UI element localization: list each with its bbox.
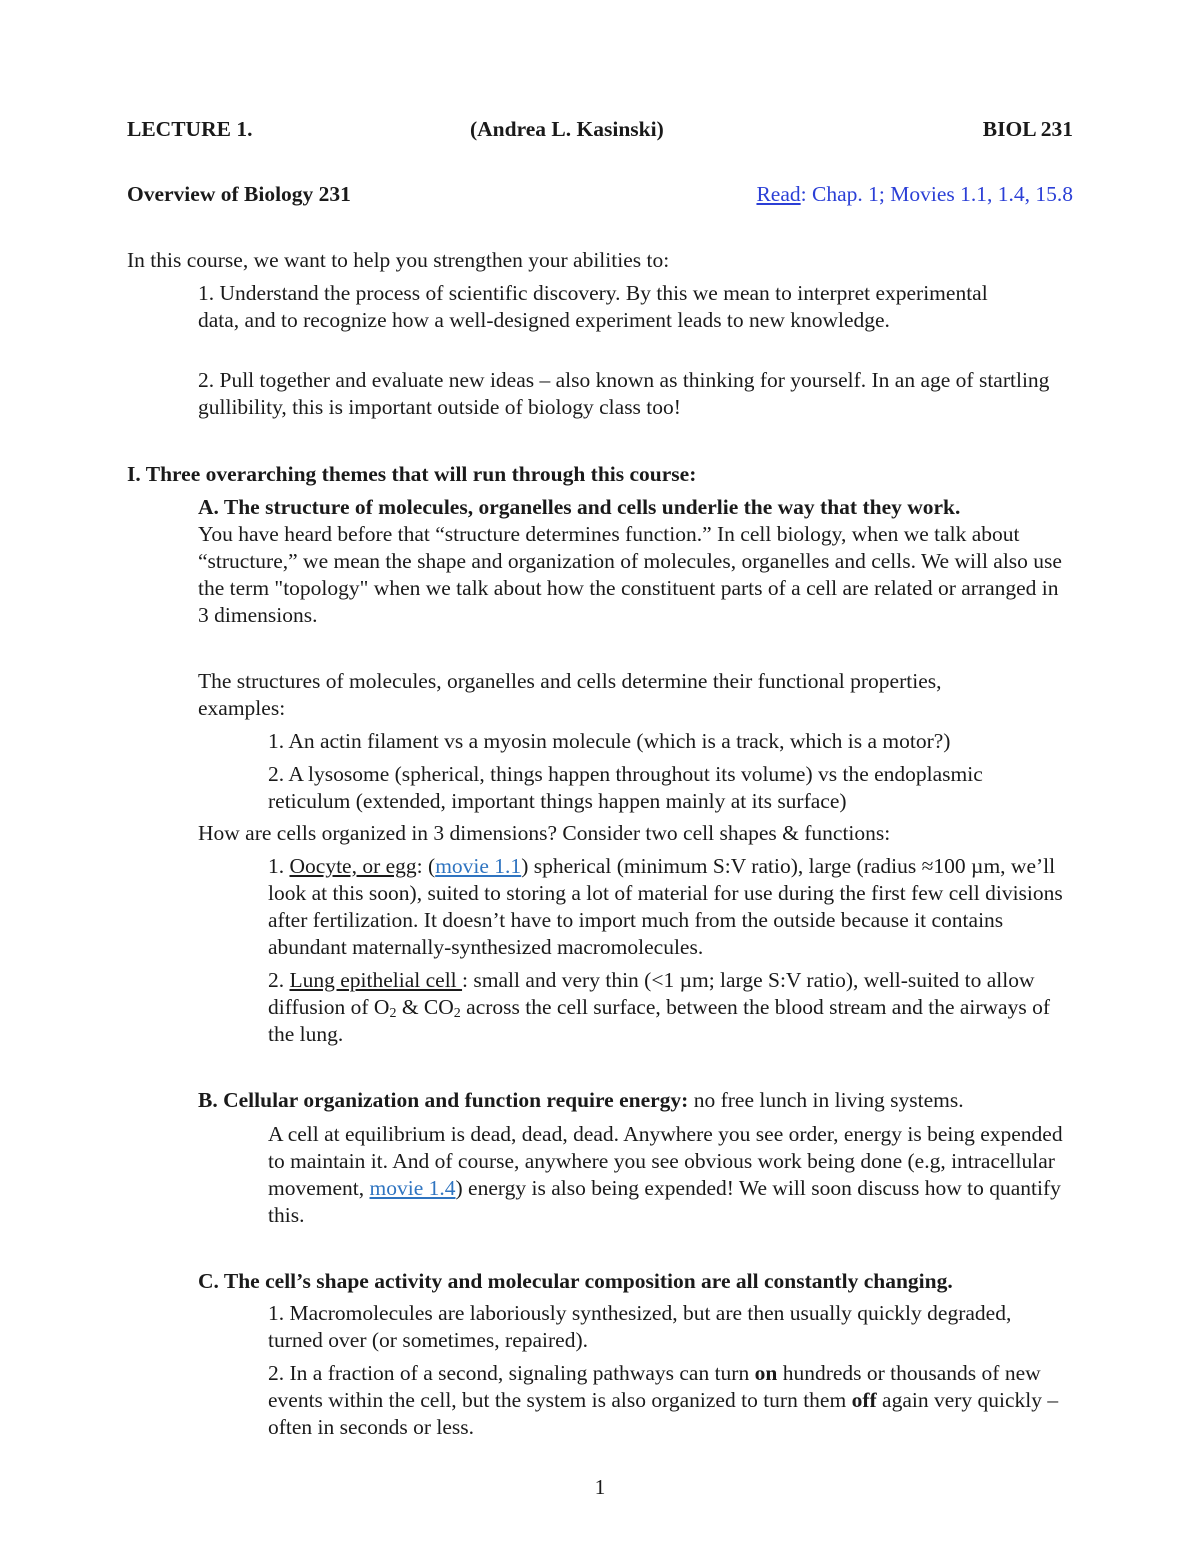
header-row [127,116,1073,143]
page-title: Overview of Biology 231 [127,182,351,206]
course-code: BIOL 231 [982,117,1073,141]
theme-b-tagline: no free lunch in living systems. [688,1088,964,1112]
theme-c-item-2 [268,1360,1078,1441]
example-2: 2. A lysosome (spherical, things happen throughout its volume) vs the endoplasmic reticulum (extended, important things happen mainly at its surface) [268,762,983,813]
shape-2-number: 2. [268,968,290,992]
theme-c-item-2-a: 2. In a fraction of a second, signaling pathways can turn [268,1361,755,1385]
shape-1-number: 1. [268,854,290,878]
shape-1-description: ) spherical (minimum S:V ratio), large (radius ≈100 µm, we’ll look at this soon), suited to storing a lot of material for use during the first few cell divisions after fertilization. It doesn’t have to import much from the outside because it contains abundant maternally-synthesized macromolecules. [268,854,1063,959]
theme-b-heading [198,1087,964,1114]
author-name: (Andrea L. Kasinski) [470,117,664,141]
lung-cell-title: Lung epithelial cell [289,968,463,992]
shape-2-description-b: & CO [396,995,454,1019]
theme-b-title: B. Cellular organization and function require energy: [198,1088,689,1112]
theme-c-item-2-b: hundreds or thousands of new events within the cell, but the system is also organized to turn them [268,1361,1041,1412]
theme-a-heading: A. The structure of molecules, organelles and cells underlie the way that they work. [198,495,961,519]
theme-c-heading: C. The cell’s shape activity and molecular composition are all constantly changing. [198,1269,953,1293]
off-keyword: off [851,1388,877,1412]
co2-subscript: 2 [453,1006,461,1021]
on-keyword: on [754,1361,778,1385]
theme-a-body: You have heard before that “structure determines function.” In cell biology, when we talk about “structure,” we mean the shape and organization of molecules, organelles and cells. We will also use the term "topology" when we talk about how the constituent parts of a cell are related or arranged in 3 dimensions. [198,522,1062,627]
read-details: : Chap. 1; Movies 1.1, 1.4, 15.8 [800,182,1073,206]
lecture-label: LECTURE 1. [127,117,253,141]
intro-lead: In this course, we want to help you strengthen your abilities to: [127,248,670,272]
movie-1-1-link[interactable]: movie 1.1 [435,854,522,878]
theme-b-body-b: ) energy is also being expended! We will soon discuss how to quantify this. [268,1176,1061,1227]
section-1-heading: I. Three overarching themes that will run through this course: [127,462,697,486]
intro-item-2: 2. Pull together and evaluate new ideas – also known as thinking for yourself. In an age of startling gullibility, this is important outside of biology class too! [198,368,1050,419]
shapes-lead: How are cells organized in 3 dimensions? Consider two cell shapes & functions: [198,821,891,845]
shape-1-colon: : ( [416,854,436,878]
theme-b-body-a: A cell at equilibrium is dead, dead, dead. Anywhere you see order, energy is being expended to maintain it. And of course, anywhere you see obvious work being done (e.g, intracellular movement, [268,1122,1063,1200]
shape-lung-cell [268,967,1068,1048]
read-label: Read [756,182,801,206]
movie-1-4-link[interactable]: movie 1.4 [369,1176,456,1200]
o2-subscript: 2 [389,1006,397,1021]
theme-c-item-1: 1. Macromolecules are laboriously synthesized, but are then usually quickly degraded, turned over (or sometimes, repaired). [268,1301,1012,1352]
oocyte-title: Oocyte, or egg [289,854,417,878]
shape-2-description-c: across the cell surface, between the blood stream and the airways of the lung. [268,995,1051,1046]
theme-b-body [268,1121,1078,1229]
intro-item-1: 1. Understand the process of scientific discovery. By this we mean to interpret experimental data, and to recognize how a well-designed experiment leads to new knowledge. [198,281,988,332]
shape-oocyte [268,853,1068,961]
page-number: 1 [594,1475,606,1499]
theme-c-item-2-c: again very quickly – often in seconds or less. [268,1388,1059,1439]
reading-assignment [756,181,1073,208]
example-1: 1. An actin filament vs a myosin molecule (which is a track, which is a motor?) [268,729,951,753]
subheader-row [127,181,1073,208]
shape-2-description-a: : small and very thin (<1 µm; large S:V ratio), well-suited to allow diffusion of O [268,968,1035,1019]
examples-lead: The structures of molecules, organelles and cells determine their functional properties, examples: [198,669,942,720]
